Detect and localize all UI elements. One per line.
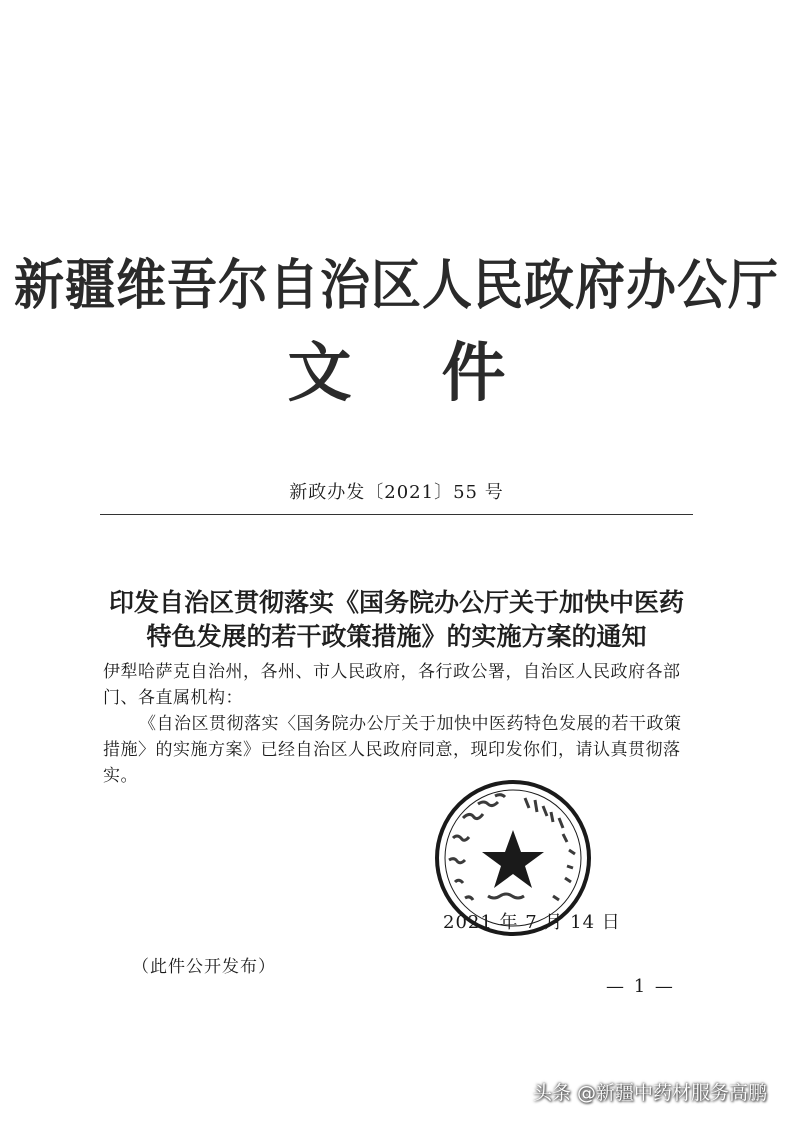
page-number: — 1 — <box>606 976 675 997</box>
issue-date: 2021 年 7 月 14 日 <box>443 912 621 933</box>
doc-word-2: 件 <box>441 337 506 411</box>
watermark: 头条 @新疆中药材服务高鹏 <box>533 1082 768 1104</box>
public-release-note: （此件公开发布） <box>132 957 276 977</box>
document-type-title <box>0 322 793 414</box>
issuing-authority-title: 新疆维吾尔自治区人民政府办公厅 <box>14 254 779 317</box>
doc-word-1: 文 <box>287 337 352 411</box>
document-number: 新政办发〔2021〕55 号 <box>289 482 504 503</box>
notice-body <box>103 659 693 789</box>
notice-title <box>0 586 793 654</box>
header-divider <box>100 514 693 515</box>
notice-title-line-2: 特色发展的若干政策措施》的实施方案的通知 <box>146 622 647 651</box>
recipients: 伊犁哈萨克自治州，各州、市人民政府，各行政公署，自治区人民政府各部门、各直属机构： <box>103 662 681 708</box>
body-paragraph: 《自治区贯彻落实〈国务院办公厅关于加快中医药特色发展的若干政策措施〉的实施方案》已经自治区人民政府同意，现印发你们，请认真贯彻落实。 <box>103 714 682 786</box>
seal-star-icon <box>482 830 544 888</box>
notice-title-line-1: 印发自治区贯彻落实《国务院办公厅关于加快中医药 <box>108 588 684 617</box>
